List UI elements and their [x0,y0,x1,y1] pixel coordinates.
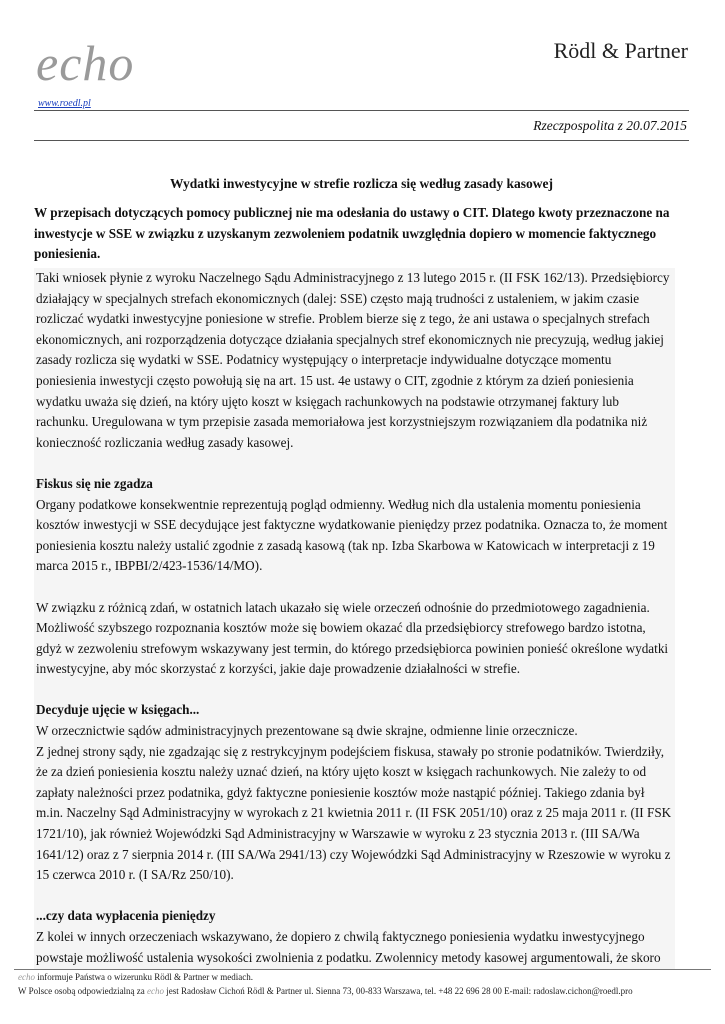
echo-logo: echo [36,35,135,91]
footer-echo-word-2: echo [147,986,165,996]
paragraph-2: Organy podatkowe konsekwentnie reprezentują pogląd odmienny. Według nich dla ustalenia momentu poniesienia kosztów inwestycji w SSE decydujące jest faktyczne wydatkowanie pieniędzy przez podatnika. Oznacza to, że moment poniesienia kosztu należy ustalić zgodnie z zasadą kasową (tak np. Izba Skarbowa w Katowicach w interpretacji z 19 marca 2015 r., IBPBI/2/423-1536/14/MO). [36,496,668,574]
spacer [36,886,673,907]
header-divider [34,110,689,111]
article-lead: W przepisach dotyczących pomocy publicznej nie ma odesłania do ustawy o CIT. Dlatego kwoty przeznaczone na inwestycje w SSE w związku z uzyskanym zezwoleniem podatnik uwzględnia dopiero w momencie faktycznego poniesienia. [34,205,670,261]
subheading-decyduje: Decyduje ujęcie w księgach... [36,702,200,718]
paragraph-4a: W orzecznictwie sądów administracyjnych prezentowane są dwie skrajne, odmienne linie orzecznicze. [36,723,578,739]
footer-line-2-pre: W Polsce osobą odpowiedzialną za [18,986,148,996]
paragraph-3: W związku z różnicą zdań, w ostatnich latach ukazało się wiele orzeczeń odnośnie do przedmiotowego zagadnienia. Możliwość szybszego rozpoznania kosztów może się bowiem okazać dla przedsiębiorcy strefowego bardzo istotna, gdyż w zezwoleniu strefowym wskazywany jest termin, do którego przedsiębiorca powinien ponieść określone wydatki inwestycyjne, aby móc skorzystać z korzyści, jakie daje prowadzenie działalności w strefie. [36,599,669,677]
paragraph-4b: Z jednej strony sądy, nie zgadzając się z restrykcyjnym podejściem fiskusa, stawały po stronie podatników. Twierdziły, że za dzień poniesienia kosztu należy uznać dzień, na który ujęto koszt w księgach rachunkowych. Nie zależy to od zapłaty należności przez podatnika, gdyż faktyczne poniesienie kosztów może nastąpić później. Takiego zdania był m.in. Naczelny Sąd Administracyjny w wyrokach z 21 kwietnia 2011 r. (II FSK 2051/10) oraz z 25 maja 2011 r. (II FSK 1721/10), jak również Wojewódzki Sąd Administracyjny w Warszawie w wyroku z 23 stycznia 2013 r. (III SA/Wa 1641/12) oraz z 7 sierpnia 2014 r. (III SA/Wa 2941/13) czy Wojewódzki Sąd Administracyjny w Rzeszowie w wyroku z 15 czerwca 2010 r. (I SA/Rz 250/10). [36,743,672,883]
source-divider [34,140,689,141]
subheading-fiskus: Fiskus się nie zgadza [36,475,153,491]
spacer [36,453,673,474]
publication-source: Rzeczpospolita z 20.07.2015 [533,118,687,133]
footer-divider [14,969,711,970]
article-body [34,268,675,970]
spacer [36,577,673,598]
paragraph-5: Z kolei w innych orzeczeniach wskazywano, że dopiero z chwilą faktycznego poniesienia wydatku inwestycyjnego powstaje możliwość ustalenia wysokości zwolnienia z podatku. Zwolennicy metody kasowej argumentowali, że skoro [36,929,661,965]
website-link[interactable]: www.roedl.pl [38,98,91,109]
paragraph-1: Taki wniosek płynie z wyroku Naczelnego Sądu Administracyjnego z 13 lutego 2015 r. (II FSK 162/13). Przedsiębiorcy działający w specjalnych strefach ekonomicznych (dalej: SSE) często mają trudności z ustaleniem, w jakim czasie rozliczać wydatki inwestycyjne poniesione w strefie. Problem bierze się z tego, że ani ustawa o specjalnych strefach ekonomicznych, ani rozporządzenia dotyczące działania specjalnych stref ekonomicznych nie precyzują, według jakiej zasady rozlicza się wydatki w SSE. Podatnicy występujący o interpretacje indywidualne dotyczące momentu poniesienia inwestycji często powołują się na art. 15 ust. 4e ustawy o CIT, zgodnie z którym za dzień poniesienia wydatku uważa się dzień, na który ujęto koszt w księgach rachunkowych na podstawie otrzymanej faktury lub rachunku. Uregulowana w tym przepisie zasada memoriałowa jest korzystniejszym rozwiązaniem dla podatnika niż konieczność rozliczania według zasady kasowej. [36,270,670,450]
footer-line-1-text: informuje Państwa o wizerunku Rödl & Partner w mediach. [35,972,253,982]
article-title: Wydatki inwestycyjne w strefie rozlicza się według zasady kasowej [170,176,553,191]
footer-line-2 [18,986,711,996]
footer-line-2-post: jest Radosław Cichoń Rödl & Partner ul. Sienna 73, 00-833 Warszawa, tel. +48 22 696 28 00 E-mail: radoslaw.cichon@roedl.pro [164,986,633,996]
footer-echo-word: echo [18,972,35,982]
footer-line-1 [18,972,711,982]
brand-logo: Rödl & Partner [553,38,688,63]
spacer [36,680,673,701]
subheading-czy-data: ...czy data wypłacenia pieniędzy [36,908,216,924]
